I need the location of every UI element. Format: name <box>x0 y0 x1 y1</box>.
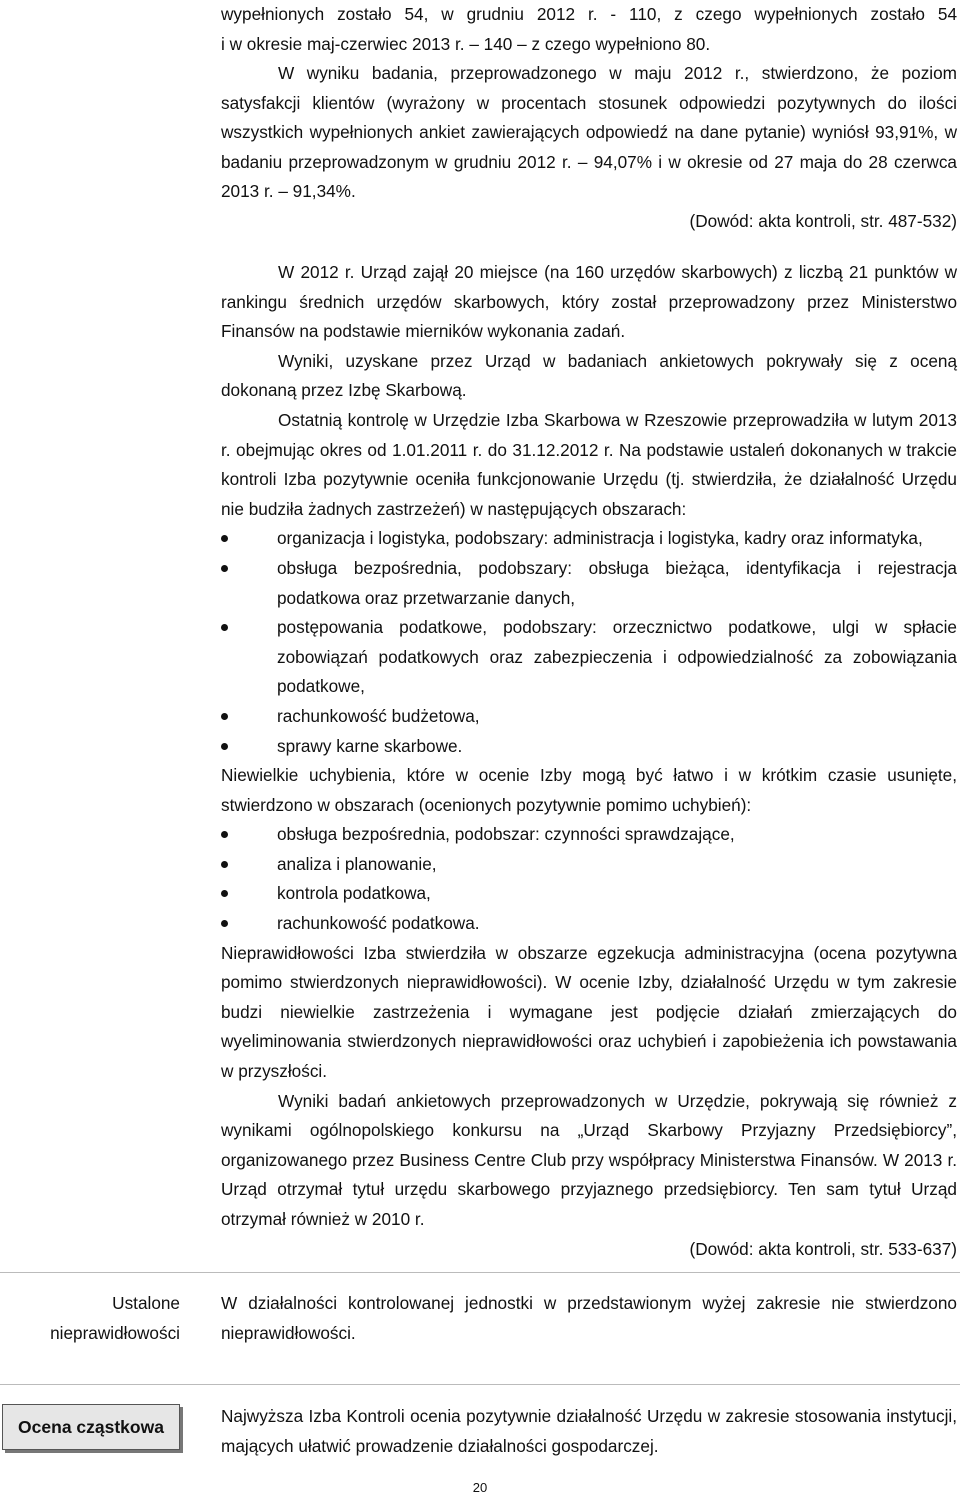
list-item: organizacja i logistyka, podobszary: administracja i logistyka, kadry oraz informatyka, <box>221 524 957 554</box>
side-label-line-1: Ustalone <box>112 1293 180 1313</box>
partial-assessment-box: Ocena cząstkowa <box>2 1404 180 1450</box>
findings-side-label <box>0 1289 180 1348</box>
irregularities-paragraph: Nieprawidłowości Izba stwierdziła w obszarze egzekucja administracyjna (ocena pozytywna pomimo stwierdzonych nieprawidłowości). W ocenie Izby, działalność Urzędu w tym zakresie budzi niewielkie zastrzeżenia i wymagane jest podjęcie działań zmierzających do wyeliminowania stwierdzonych nieprawidłowości oraz uchybień i zapobieżenia ich powstawania w przyszłości. <box>221 942 957 1082</box>
minor-areas-list <box>221 820 957 938</box>
survey-paragraph: Wyniki, uzyskane przez Urząd w badaniach ankietowych pokrywały się z oceną dokonaną przez Izbę Skarbową. <box>221 350 957 401</box>
list-item: analiza i planowanie, <box>221 850 957 880</box>
positive-areas-list <box>221 524 957 761</box>
minor-issues-paragraph: Niewielkie uchybienia, które w ocenie Izby mogą być łatwo i w krótkim czasie usunięte, stwierdzono w obszarach (ocenionych pozytywnie pomimo uchybień): <box>221 765 957 815</box>
award-paragraph: Wyniki badań ankietowych przeprowadzonych w Urzędzie, pokrywają się również z wynikami ogólnopolskiego konkursu na „Urząd Skarbowy Przyjazny Przedsiębiorcy”, organizowanego przez Business Centre Club przy współpracy Ministerstwa Finansów. W 2013 r. Urząd otrzymał tytuł urzędu skarbowego przyjaznego przedsiębiorcy. Ten sam tytuł Urząd otrzymał również w 2010 r. <box>221 1090 957 1229</box>
paragraph-line-1: wypełnionych zostało 54, w grudniu 2012 r. - 110, z czego wypełnionych zostało 54 <box>221 4 957 24</box>
assessment-block <box>221 1402 957 1461</box>
assessment-text: Najwyższa Izba Kontroli ocenia pozytywnie działalność Urzędu w zakresie stosowania instytucji, mających ułatwić prowadzenie działalności gospodarczej. <box>221 1406 957 1456</box>
ranking-section <box>221 258 957 1264</box>
satisfaction-block <box>221 59 957 237</box>
evidence-reference-2: (Dowód: akta kontroli, str. 533-637) <box>689 1238 957 1259</box>
satisfaction-paragraph: W wyniku badania, przeprowadzonego w maju 2012 r., stwierdzono, że poziom satysfakcji klientów (wyrażony w procentach stosunek odpowiedzi pozytywnych do ilości wszystkich wypełnionych ankiet zawierających odpowiedź na dane pytanie) wyniósł 93,91%, w badaniu przeprowadzonym w grudniu 2012 r. – 94,07% i w okresie od 27 maja do 28 czerwca 2013 r. – 91,34%. <box>221 63 957 202</box>
side-label-line-2: nieprawidłowości <box>50 1322 180 1343</box>
list-item: rachunkowość podatkowa. <box>221 909 957 939</box>
section-divider <box>0 1272 960 1273</box>
ranking-paragraph: W 2012 r. Urząd zajął 20 miejsce (na 160 urzędów skarbowych) z liczbą 21 punktów w rankingu średnich urzędów skarbowych, który został przeprowadzony przez Ministerstwo Finansów na podstawie mierników wykonania zadań. <box>221 262 957 342</box>
list-item: postępowania podatkowe, podobszary: orzecznictwo podatkowe, ulgi w spłacie zobowiązań podatkowych oraz zabezpieczenia i odpowiedzialność za zobowiązania podatkowe, <box>221 613 957 702</box>
findings-block <box>221 1289 957 1348</box>
list-item: rachunkowość budżetowa, <box>221 702 957 732</box>
list-item: sprawy karne skarbowe. <box>221 732 957 762</box>
paragraph-line-2: i w okresie maj-czerwiec 2013 r. – 140 – z czego wypełniono 80. <box>221 33 711 54</box>
page-number: 20 <box>472 1480 488 1495</box>
section-divider <box>0 1384 960 1385</box>
evidence-reference-1: (Dowód: akta kontroli, str. 487-532) <box>689 210 957 231</box>
control-paragraph: Ostatnią kontrolę w Urzędzie Izba Skarbowa w Rzeszowie przeprowadziła w lutym 2013 r. obejmując okres od 1.01.2011 r. do 31.12.2012 r. Na podstawie ustaleń dokonanych w trakcie kontroli Izba pozytywnie oceniła funkcjonowanie Urzędu (tj. stwierdziła, że działalność Urzędu nie budziła żadnych zastrzeżeń) w następujących obszarach: <box>221 409 957 519</box>
continued-paragraph <box>221 0 957 59</box>
list-item: obsługa bezpośrednia, podobszary: obsługa bieżąca, identyfikacja i rejestracja podatkowa oraz przetwarzanie danych, <box>221 554 957 613</box>
findings-text: W działalności kontrolowanej jednostki w przedstawionym wyżej zakresie nie stwierdzono nieprawidłowości. <box>221 1293 957 1343</box>
list-item: kontrola podatkowa, <box>221 879 957 909</box>
list-item: obsługa bezpośrednia, podobszar: czynności sprawdzające, <box>221 820 957 850</box>
